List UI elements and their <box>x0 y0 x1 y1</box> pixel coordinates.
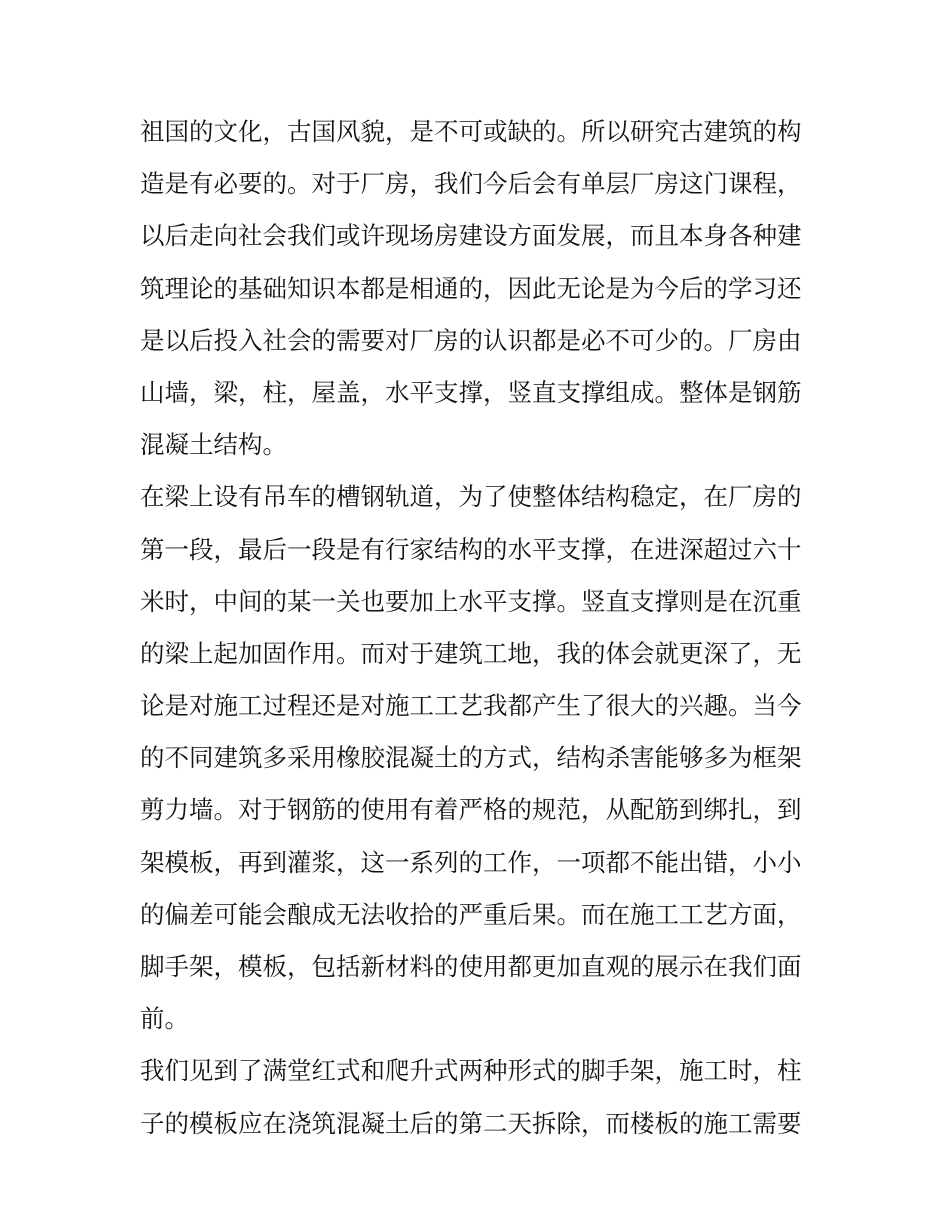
text-line: 我们见到了满堂红式和爬升式两种形式的脚手架，施工时，柱 <box>140 1056 802 1086</box>
body-text <box>140 106 812 1150</box>
text-line: 山墙，梁，柱，屋盖，水平支撑，竖直支撑组成。整体是钢筋 <box>140 377 802 407</box>
text-line: 筑理论的基础知识本都是相通的，因此无论是为今后的学习还 <box>140 273 802 303</box>
text-line: 架模板，再到灌浆，这一系列的工作，一项都不能出错，小小 <box>140 847 802 877</box>
text-line: 米时，中间的某一关也要加上水平支撑。竖直支撑则是在沉重 <box>140 586 802 616</box>
text-line: 以后走向社会我们或许现场房建设方面发展，而且本身各种建 <box>140 221 802 251</box>
text-line: 造是有必要的。对于厂房，我们今后会有单层厂房这门课程， <box>140 169 802 199</box>
text-line: 剪力墙。对于钢筋的使用有着严格的规范，从配筋到绑扎，到 <box>140 795 802 825</box>
text-line: 前。 <box>140 1004 189 1034</box>
text-line: 脚手架，模板，包括新材料的使用都更加直观的展示在我们面 <box>140 952 802 981</box>
text-line: 是以后投入社会的需要对厂房的认识都是必不可少的。厂房由 <box>140 325 802 355</box>
text-line: 在梁上设有吊车的槽钢轨道，为了使整体结构稳定，在厂房的 <box>140 482 802 512</box>
text-line: 祖国的文化，古国风貌，是不可或缺的。所以研究古建筑的构 <box>140 117 802 146</box>
text-line: 的梁上起加固作用。而对于建筑工地，我的体会就更深了，无 <box>140 638 802 668</box>
text-line: 的不同建筑多采用橡胶混凝土的方式，结构杀害能够多为框架 <box>140 743 802 773</box>
text-line: 子的模板应在浇筑混凝土后的第二天拆除，而楼板的施工需要 <box>140 1108 802 1138</box>
text-line: 混凝土结构。 <box>140 430 287 460</box>
text-line: 第一段，最后一段是有行家结构的水平支撑，在进深超过六十 <box>140 534 802 564</box>
text-line: 的偏差可能会酿成无法收拾的严重后果。而在施工工艺方面， <box>140 899 802 929</box>
text-line: 论是对施工过程还是对施工工艺我都产生了很大的兴趣。当今 <box>140 691 802 721</box>
